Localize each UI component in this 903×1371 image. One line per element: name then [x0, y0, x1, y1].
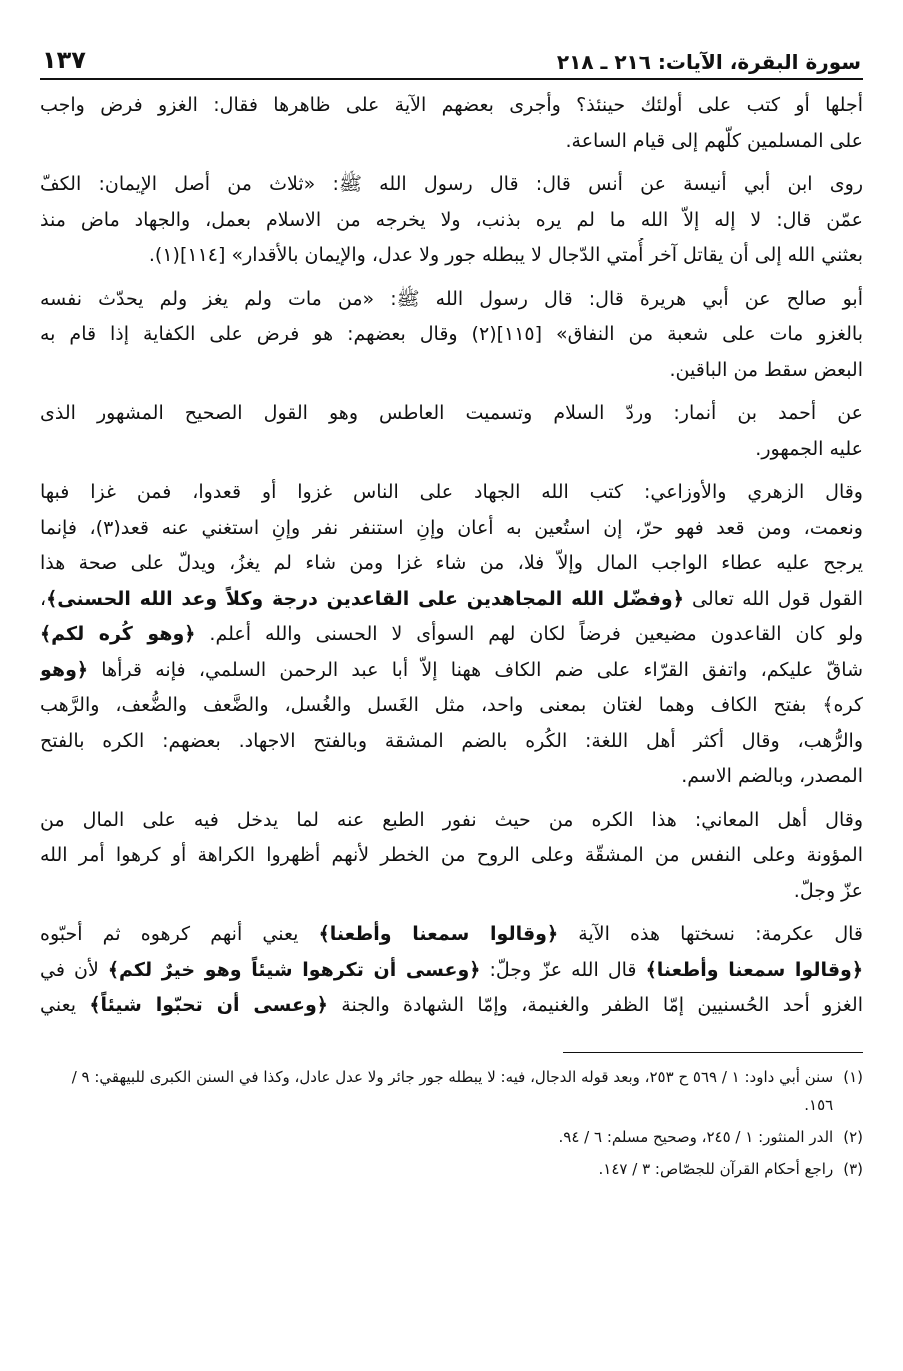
quran-quote: ﴿وقالوا سمعنا وأطعنا﴾	[645, 958, 863, 981]
paragraph	[40, 396, 863, 467]
text-line: قال عكرمة: نسختها هذه الآية ﴿وقالوا سمعنا وأطعنا﴾ يعني أنهم كرهوه ثم أحبّوه	[40, 923, 863, 945]
paragraph	[40, 803, 863, 910]
quran-quote: ﴿وعسى أن تحبّوا شيئاً﴾	[89, 994, 328, 1016]
text-line: بالغزو مات على شعبة من النفاق» [١١٥](٢) وقال بعضهم: هو فرض على الكفاية إذا قام به	[40, 323, 863, 345]
paragraph	[40, 917, 863, 1024]
footnote	[40, 1123, 863, 1151]
footnote	[40, 1155, 863, 1183]
text-line: وقال الزهري والأوزاعي: كتب الله الجهاد على الناس غزوا أو قعدوا، فمن غزا فبها	[40, 481, 863, 503]
footnote-text: الدر المنثور: ١ / ٢٤٥، وصحيح مسلم: ٦ / ٩٤.	[558, 1127, 834, 1146]
text-line: يرجح عليه عطاء الواجب المال وإلاّ فلا، من شاء غزا ومن شاء لم يغزُ، ويدلّ على صحة هذا	[40, 552, 863, 574]
text-line: أجلها أو كتب على أولئك حينئذ؟ وأجرى بعضهم الآية على ظاهرها فقال: الغزو فرض واجب	[40, 94, 863, 116]
quran-quote: ﴿وعسى أن تكرهوا شيئاً وهو خيرٌ لكم﴾	[107, 958, 481, 981]
text-line: ﴿وقالوا سمعنا وأطعنا﴾ قال الله عزّ وجلّ: ﴿وعسى أن تكرهوا شيئاً وهو خيرٌ لكم﴾ لأن في	[40, 958, 863, 981]
text-line: عن أحمد بن أنمار: وردّ السلام وتسميت العاطس وهو القول الصحيح المشهور الذى	[40, 402, 863, 424]
paragraph	[40, 167, 863, 274]
text-line: والرُّهب، وقال أكثر أهل اللغة: الكُره بالضم المشقة وبالفتح الاجهاد. بعضهم: الكره بالفتح	[40, 729, 863, 752]
text-line: الغزو أحد الحُسنيين إمّا الظفر والغنيمة، وإمّا الشهادة والجنة ﴿وعسى أن تحبّوا شيئاً﴾ يعني	[40, 994, 863, 1016]
footnote-separator	[563, 1052, 863, 1053]
footnote-text: سنن أبي داود: ١ / ٥٦٩ ح ٢٥٣، وبعد قوله الدجال، فيه: لا يبطله جور جائر ولا عدل عادل، وكذا في السنن الكبرى للبيهقي: ٩ / ١٥٦.	[71, 1067, 834, 1114]
page-body	[40, 88, 863, 1024]
text-line: شاقّ عليكم، واتفق القرّاء على ضم الكاف ههنا إلاّ أبا عبد الرحمن السلمي، فإنه قرأها ﴿وهو	[40, 658, 863, 681]
footnote-number: (٢)	[843, 1127, 863, 1146]
footnotes	[40, 1063, 863, 1183]
paragraph	[40, 475, 863, 795]
text-line: كره﴾ بفتح الكاف وهما لغتان بمعنى واحد، مثل الغَسل والغُسل، والضَّعف والضُّعف، والرَّهب	[40, 694, 863, 716]
footnote-text: راجع أحكام القرآن للجصّاص: ٣ / ١٤٧.	[598, 1159, 834, 1178]
text-line: بعثني الله إلى أن يقاتل آخر أُمتي الدّجال لا يبطله جور ولا عدل، والإيمان بالأقدار» [١١٤](١).	[148, 244, 863, 266]
running-title: سورة البقرة، الآيات: ٢١٦ ـ ٢١٨	[556, 50, 861, 74]
text-line: عليه الجمهور.	[755, 437, 863, 460]
text-line: أبو صالح عن أبي هريرة قال: قال رسول الله ﷺ: «من مات ولم يغز ولم يحدّث نفسه	[40, 287, 863, 310]
footnote	[40, 1063, 863, 1119]
text-line: روى ابن أبي أنيسة عن أنس قال: قال رسول الله ﷺ: «ثلاث من أصل الإيمان: الكفّ	[40, 173, 863, 195]
footnote-number: (١)	[843, 1067, 863, 1086]
quran-quote: ﴿وفضّل الله المجاهدين على القاعدين درجة وكلاً وعد الله الحسنى﴾	[46, 587, 684, 610]
text-line: ونعمت، ومن قعد فهو حرّ، إن استُعين به أعان وإنِ استنفر نفر وإنِ استغني عنه قعد(٣)، فإنما	[40, 516, 863, 539]
quran-quote: ﴿وهو كُره لكم﴾	[40, 623, 196, 645]
text-line: المؤونة وعلى النفس من المشقّة وعلى الروح من الخطر لأنهم أظهروا الكراهة أو كرهوا أمر الله	[40, 844, 863, 866]
page-header	[40, 30, 863, 80]
footnote-number: (٣)	[843, 1159, 863, 1178]
paragraph	[40, 88, 863, 159]
text-line: على المسلمين كلّهم إلى قيام الساعة.	[565, 129, 863, 152]
text-line: القول قول الله تعالى ﴿وفضّل الله المجاهدين على القاعدين درجة وكلاً وعد الله الحسنى﴾،	[40, 587, 863, 610]
text-line: البعض سقط من الباقين.	[669, 358, 863, 381]
text-line: عزّ وجلّ.	[793, 879, 863, 902]
page-number: ١٣٧	[42, 46, 86, 74]
text-line: ولو كان القاعدون مضيعين فرضاً لكان لهم السوأى لا الحسنى والله أعلم. ﴿وهو كُره لكم﴾	[40, 623, 863, 645]
text-line: وقال أهل المعاني: هذا الكره من حيث نفور الطبع عنه لما يدخل فيه على المال من	[40, 808, 863, 831]
paragraph	[40, 282, 863, 389]
text-line: المصدر، وبالضم الاسم.	[681, 765, 863, 787]
quran-quote: ﴿وهو	[40, 658, 89, 681]
quran-quote: ﴿وقالوا سمعنا وأطعنا﴾	[318, 923, 559, 945]
text-line: عمّن قال: لا إله إلاّ الله ما لم يره بذنب، ولا يخرجه من الاسلام بعمل، والجهاد ماض منذ	[40, 208, 863, 231]
